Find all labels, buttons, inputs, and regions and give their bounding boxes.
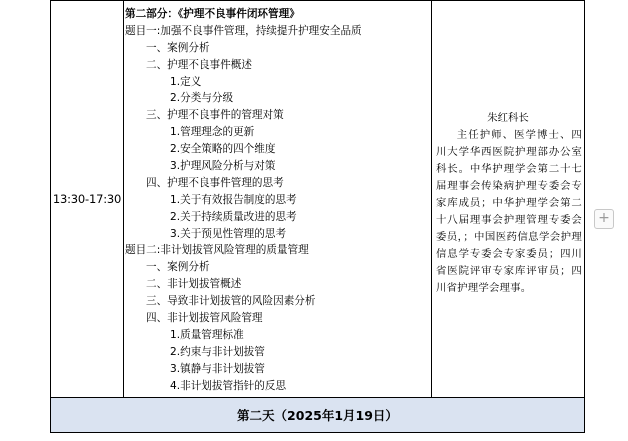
outline-item: 二、非计划拔管概述 — [146, 278, 242, 291]
schedule-table — [50, 0, 585, 433]
outline-subitem: 4.非计划拔管指针的反思 — [170, 379, 287, 392]
section-title: 第二部分：《护理不良事件闭环管理》 — [125, 8, 300, 20]
outline-subitem: 1.定义 — [170, 75, 202, 88]
outline-subitem: 3.关于预见性管理的思考 — [170, 227, 287, 240]
outline-item: 三、导致非计划拔管的风险因素分析 — [146, 295, 316, 308]
day-row — [51, 398, 585, 433]
outline-subitem: 2.约束与非计划拔管 — [170, 345, 265, 358]
speaker-name: 朱红科长 — [487, 111, 529, 124]
outline-subitem: 2.关于持续质量改进的思考 — [170, 210, 297, 223]
outline-subitem: 3.镇静与非计划拔管 — [170, 362, 265, 375]
outline-subitem: 2.安全策略的四个维度 — [170, 143, 276, 156]
outline-item: 二、护理不良事件概述 — [146, 58, 252, 71]
outline-subitem: 1.质量管理标准 — [170, 328, 244, 341]
session-time: 13:30-17:30 — [52, 192, 122, 206]
content-cell — [124, 1, 432, 398]
outline-item: 四、护理不良事件管理的思考 — [146, 176, 284, 189]
plus-icon: + — [598, 210, 610, 226]
day-header — [51, 398, 585, 433]
outline-item: 三、护理不良事件的管理对策 — [146, 109, 284, 122]
speaker-bio: 主任护师、医学博士、四川大学华西医院护理部办公室科长。中华护理学会第二十七届理事会传染病护理专委会专家库成员；中华护理学会第二十八届理事会护理管理专委会委员，；中国医药信息学会护理信息学专委会专家委员；四川省医院评审专家库评审员；四川省护理学会理事。 — [436, 128, 582, 294]
topic-title: 题目一:加强不良事件管理，持续提升护理安全品质 — [125, 24, 362, 37]
outline-item: 一、案例分析 — [146, 261, 210, 274]
topic-title: 题目二:非计划拔管风险管理的质量管理 — [125, 244, 309, 257]
speaker-cell — [432, 1, 585, 398]
outline-subitem: 1.关于有效报告制度的思考 — [170, 193, 297, 206]
outline-subitem: 3.护理风险分析与对策 — [170, 160, 276, 173]
outline-subitem: 1.管理理念的更新 — [170, 126, 255, 139]
time-cell — [51, 1, 124, 398]
add-column-button[interactable] — [594, 209, 614, 229]
session-row — [51, 1, 585, 398]
day-header-text: 第二天（2025年1月19日） — [237, 408, 398, 423]
outline-item: 四、非计划拔管风险管理 — [146, 312, 263, 325]
outline-subitem: 2.分类与分级 — [170, 92, 234, 105]
outline-item: 一、案例分析 — [146, 41, 210, 54]
